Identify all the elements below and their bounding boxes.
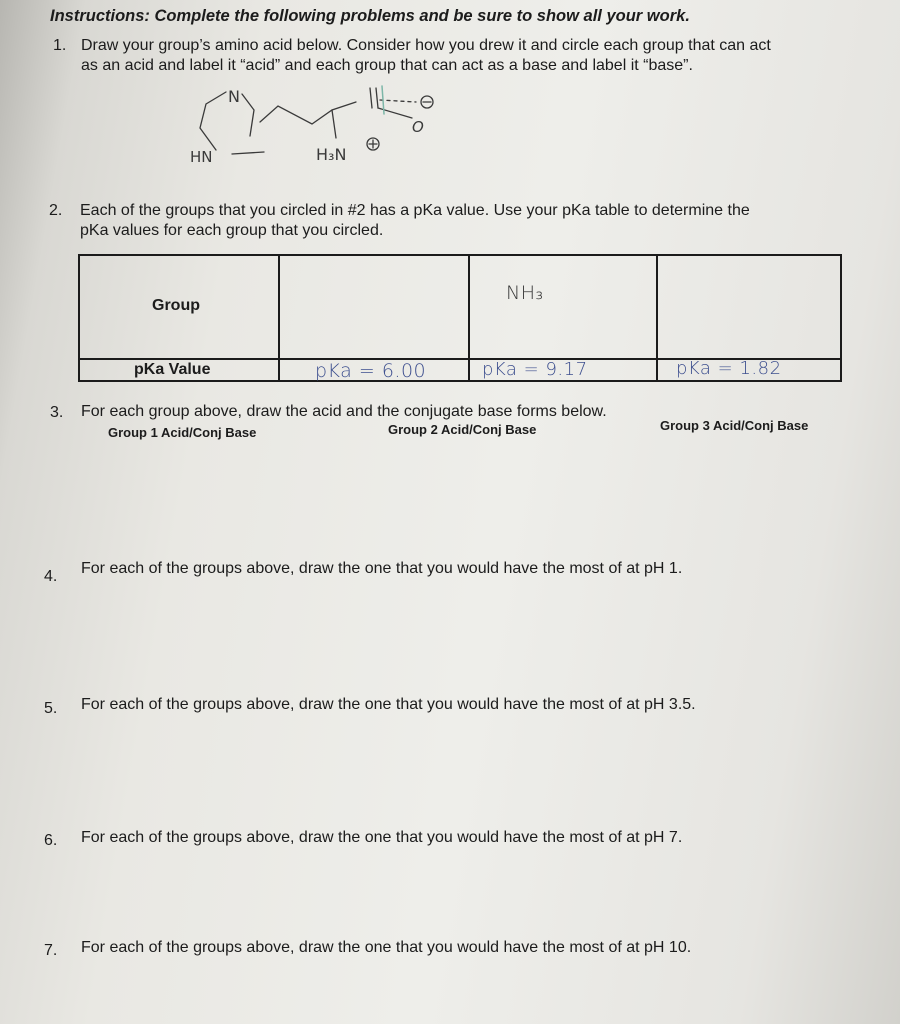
question-3-text: For each group above, draw the acid and the conjugate base forms below. [81,403,607,420]
question-6-text: For each of the groups above, draw the one that you would have the most of at pH 7. [81,829,683,846]
pka-cell-2: pKa = 9.17 [482,359,588,380]
pka-cell-1: pKa = 6.00 [315,360,427,382]
question-2-text-line1: Each of the groups that you circled in #2 has a pKa value. Use your pKa table to determine the [80,202,750,219]
question-1-text-line2: as an acid and label it “acid” and each group that can act as a base and label it “base”. [81,57,693,74]
table-col-border-0 [78,254,80,382]
question-2-number: 2. [49,202,63,219]
ring-bottom-bond [232,152,264,154]
question-3-number: 3. [50,404,64,421]
oxygen-label: O [412,118,424,136]
h3n-label: H₃N [316,145,347,164]
group-2-subhead: Group 2 Acid/Conj Base [388,422,537,437]
question-5-text: For each of the groups above, draw the one that you would have the most of at pH 3.5. [81,696,696,713]
table-col-border-4 [840,254,842,382]
group-cell-2: NH₃ [506,282,544,304]
group-1-subhead: Group 1 Acid/Conj Base [108,425,257,440]
ring-n-label: N [228,87,240,106]
question-4-number: 4. [44,568,58,585]
group-row-label: Group [152,297,200,314]
pka-row-label: pKa Value [134,361,211,378]
alpha-n-bond [332,110,336,138]
question-7-text: For each of the groups above, draw the one that you would have the most of at pH 10. [81,939,692,956]
carboxylate-bond [380,100,416,102]
question-6-number: 6. [44,832,58,849]
question-4-text: For each of the groups above, draw the one that you would have the most of at pH 1. [81,560,683,577]
question-7-number: 7. [44,942,58,959]
ring-right-bond [242,94,254,136]
side-chain-bond [260,102,356,124]
question-2-text-line2: pKa values for each group that you circled. [80,222,384,239]
question-5-number: 5. [44,700,58,717]
instructions-heading: Instructions: Complete the following problems and be sure to show all your work. [50,7,690,25]
table-col-border-1 [278,254,280,382]
amino-acid-drawing [180,80,460,180]
table-bottom-border [78,380,842,382]
table-top-border [78,254,842,256]
carbonyl-bond [370,88,378,108]
question-1-number: 1. [53,37,67,54]
question-1-text-line1: Draw your group’s amino acid below. Consider how you drew it and circle each group that can act [81,37,771,54]
plus-sign [369,140,377,148]
group-3-subhead: Group 3 Acid/Conj Base [660,418,809,433]
pka-cell-3: pKa = 1.82 [676,358,782,379]
hn-label: HN [190,148,213,166]
table-col-border-3 [656,254,658,382]
table-col-border-2 [468,254,470,382]
ring-left-bond [200,92,226,150]
